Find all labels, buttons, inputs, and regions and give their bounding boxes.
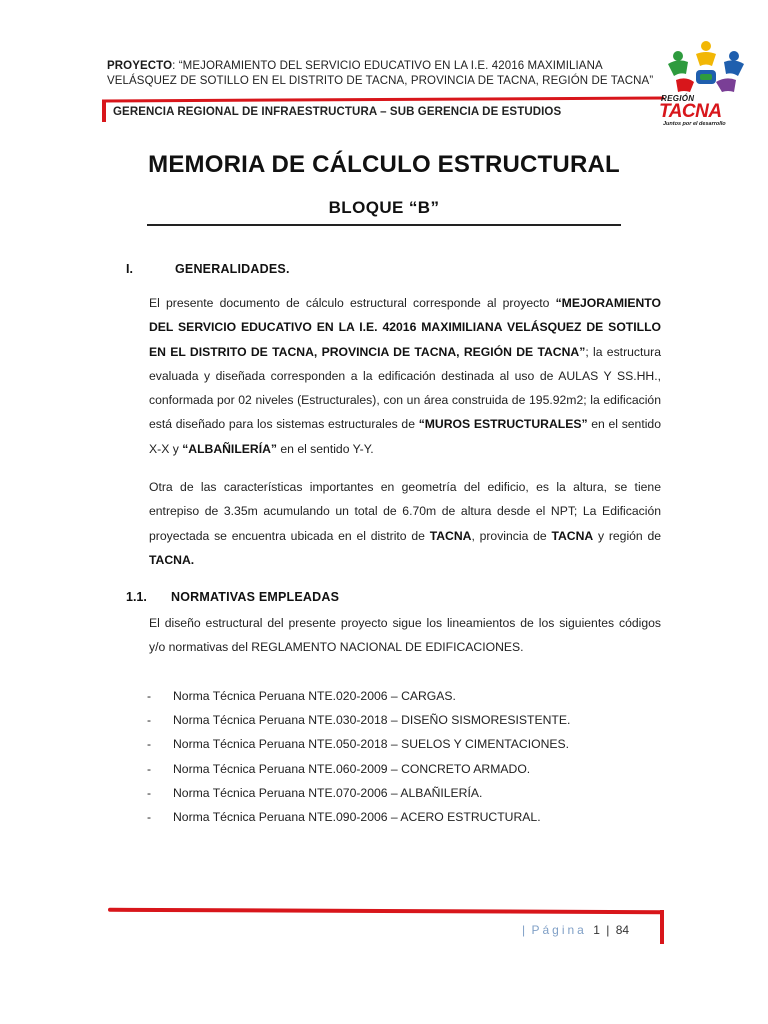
norm-text: Norma Técnica Peruana NTE.020-2006 – CARGAS. <box>173 689 456 703</box>
norms-list <box>147 684 667 829</box>
list-item <box>147 732 667 756</box>
logo-region-text: REGIÓN <box>661 94 695 103</box>
section-title: GENERALIDADES. <box>175 262 290 276</box>
logo-tagline: Juntos por el desarrollo <box>663 121 726 127</box>
tacna-bold: TACNA. <box>149 552 195 567</box>
project-label: PROYECTO <box>107 60 173 72</box>
subsection-number: 1.1. <box>126 590 147 604</box>
list-bullet: - <box>147 713 152 728</box>
logo-figures-icon <box>668 41 744 92</box>
logo-tacna-text: TACNA <box>659 101 722 122</box>
total-pages: 84 <box>615 923 630 937</box>
document-title: MEMORIA DE CÁLCULO ESTRUCTURAL <box>148 151 620 178</box>
header-divider <box>102 97 664 103</box>
muros-estructurales-bold: “MUROS ESTRUCTURALES” <box>418 417 588 432</box>
norm-text: Norma Técnica Peruana NTE.090-2006 – ACERO ESTRUCTURAL. <box>173 809 541 824</box>
section-number: I. <box>126 262 133 276</box>
project-name-bold: “MEJORAMIENTO DEL SERVICIO EDUCATIVO EN LA I.E. 42016 MAXIMILIANA VELÁSQUEZ DE SOTILLO EN EL DISTRITO DE TACNA, PROVINCIA DE TACNA, REGIÓN DE TACNA” <box>149 296 661 359</box>
paragraph-text: Otra de las características importantes en geometría del edificio, es la altura, se tiene entrepiso de 3.35m acumulando un total de 6.70m de altura desde el NPT; La Edificación proyectada se encuentra ubicada en el distrito de <box>149 480 661 543</box>
title-underline <box>147 224 621 226</box>
page-separator: | <box>606 923 610 937</box>
norm-text: Norma Técnica Peruana NTE.050-2018 – SUELOS Y CIMENTACIONES. <box>173 737 570 752</box>
subsection-title: NORMATIVAS EMPLEADAS <box>171 590 340 604</box>
page-indicator <box>522 923 629 937</box>
footer-divider <box>108 908 664 914</box>
header-divider-vertical <box>102 101 106 122</box>
list-item <box>147 805 667 829</box>
page-separator: | <box>522 923 526 937</box>
page-label: Página <box>531 923 587 937</box>
tacna-bold: TACNA <box>551 528 594 543</box>
list-bullet: - <box>147 737 152 752</box>
paragraph-text: ; la estructura evaluada y diseñada corresponden a la edificación destinada al uso de AULAS Y SS.HH., conformada por 02 niveles (Estructurales), con un área construida de 195.92m2; la edificación está diseñado para los sistemas estructurales de <box>149 344 661 432</box>
norm-text: Norma Técnica Peruana NTE.070-2006 – ALBAÑILERÍA. <box>173 785 483 800</box>
norm-text: Norma Técnica Peruana NTE.030-2018 – DISEÑO SISMORESISTENTE. <box>173 713 571 728</box>
list-bullet: - <box>147 689 152 703</box>
list-bullet: - <box>147 761 152 776</box>
document-subtitle: BLOQUE “B” <box>328 198 440 217</box>
project-text: : “MEJORAMIENTO DEL SERVICIO EDUCATIVO EN LA I.E. 42016 MAXIMILIANA VELÁSQUEZ DE SOTILLO EN EL DISTRITO DE TACNA, PROVINCIA DE TACNA, REGIÓN DE TACNA” <box>107 60 654 87</box>
footer-divider-vertical <box>660 910 664 944</box>
albanileria-bold: “ALBAÑILERÍA” <box>182 441 277 456</box>
tacna-bold: TACNA <box>429 528 472 543</box>
list-item <box>147 781 667 805</box>
paragraph-text: El presente documento de cálculo estructural corresponde al proyecto <box>149 296 556 310</box>
page-number: 1 <box>593 923 600 937</box>
paragraph-text: , provincia de <box>471 528 552 543</box>
list-item <box>147 708 667 732</box>
list-item <box>147 757 667 781</box>
project-header <box>107 59 663 89</box>
list-bullet: - <box>147 785 152 800</box>
paragraph-text: en el sentido X-X y <box>149 417 661 456</box>
paragraph-text: en el sentido Y-Y. <box>276 441 374 456</box>
paragraph-text: y región de <box>593 528 662 543</box>
paragraph-normativas-intro: El diseño estructural del presente proyecto sigue los lineamientos de los siguientes códigos y/o normativas del REGLAMENTO NACIONAL DE EDIFICACIONES. <box>149 616 661 655</box>
paragraph-generalidades-1 <box>149 291 661 461</box>
norm-text: Norma Técnica Peruana NTE.060-2009 – CONCRETO ARMADO. <box>173 761 531 776</box>
gerencia-header: GERENCIA REGIONAL DE INFRAESTRUCTURA – SUB GERENCIA DE ESTUDIOS <box>113 106 562 118</box>
list-bullet: - <box>147 809 152 824</box>
list-item <box>147 684 667 708</box>
paragraph-generalidades-2 <box>149 475 661 572</box>
